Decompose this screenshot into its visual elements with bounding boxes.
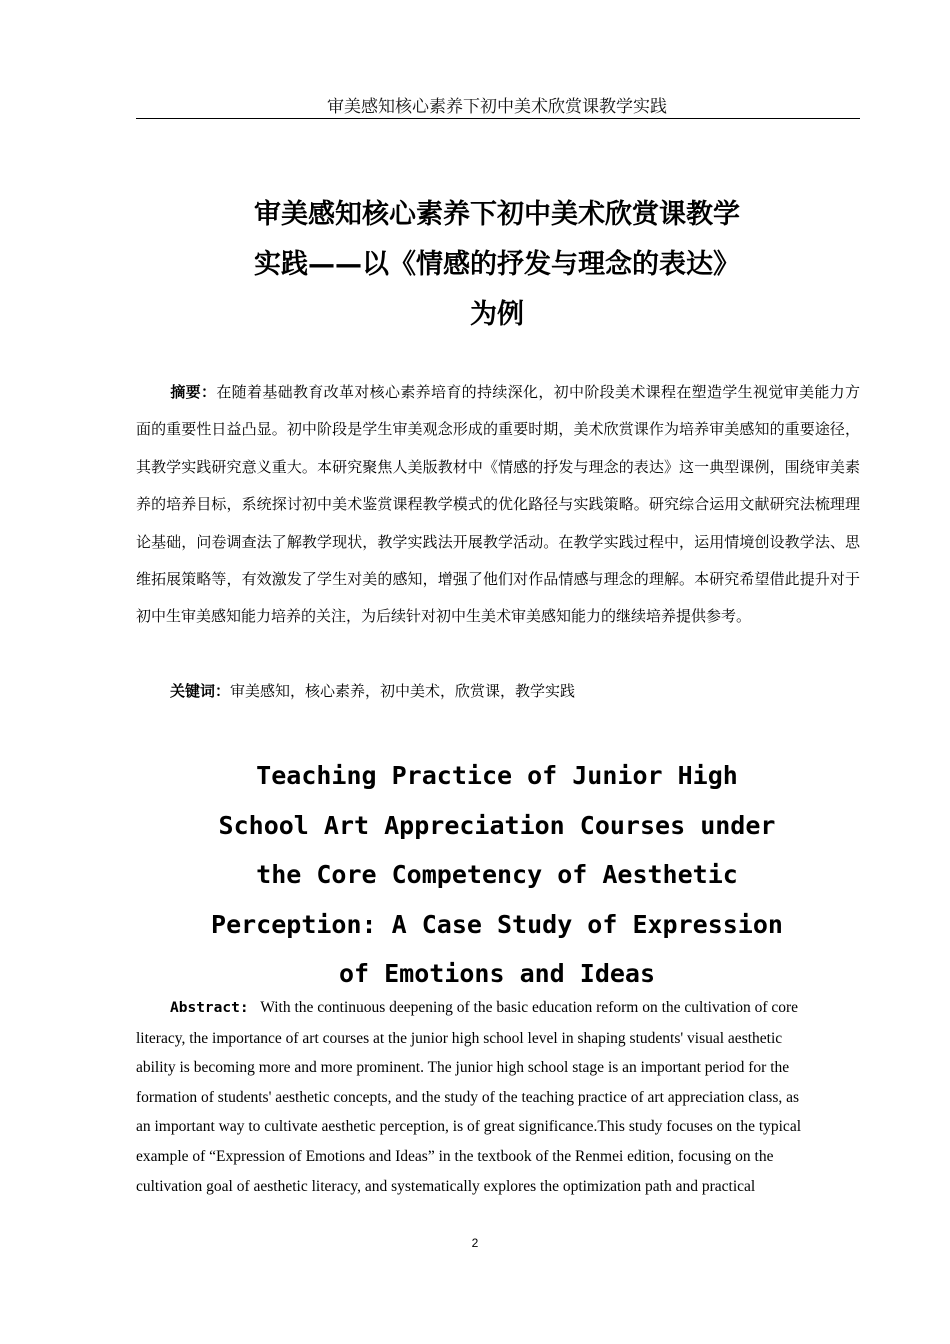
english-abstract-line: formation of students' aesthetic concepts, and the study of the teaching practice of art appreciation class, as <box>136 1088 800 1106</box>
running-header: 审美感知核心素养下初中美术欣赏课教学实践 <box>327 97 667 117</box>
english-abstract-line: literacy, the importance of art courses at the junior high school level in shaping students' visual aesthetic <box>136 1029 783 1047</box>
chinese-keywords <box>170 680 860 702</box>
chinese-abstract <box>136 374 860 636</box>
english-abstract-text: With the continuous deepening of the basic education reform on the cultivation of core <box>260 999 799 1016</box>
chinese-abstract-label: 摘要： <box>170 383 217 401</box>
chinese-title-line: 为例 <box>470 299 524 330</box>
chinese-title-line: 审美感知核心素养下初中美术欣赏课教学 <box>254 199 740 230</box>
page-number: 2 <box>471 1236 479 1250</box>
english-title-line: Perception: A Case Study of Expression <box>211 909 783 939</box>
chinese-keywords-text: 审美感知，核心素养，初中美术，欣赏课，教学实践 <box>230 682 576 700</box>
english-title-line: the Core Competency of Aesthetic <box>256 860 738 890</box>
chinese-title-line: 实践——以《情感的抒发与理念的表达》 <box>254 249 740 280</box>
chinese-title <box>136 190 858 340</box>
english-abstract-line: example of “Expression of Emotions and Ideas” in the textbook of the Renmei edition, focusing on the <box>136 1147 774 1165</box>
english-title <box>136 751 858 999</box>
english-abstract <box>136 993 860 1201</box>
header-rule <box>136 118 860 119</box>
english-abstract-line: an important way to cultivate aesthetic perception, is of great significance.This study focuses on the typical <box>136 1118 802 1136</box>
english-title-line: School Art Appreciation Courses under <box>218 810 776 840</box>
chinese-abstract-text: 在随着基础教育改革对核心素养培育的持续深化，初中阶段美术课程在塑造学生视觉审美能力方面的重要性日益凸显。初中阶段是学生审美观念形成的重要时期，美术欣赏课作为培养审美感知的重要途径，其教学实践研究意义重大。本研究聚焦人美版教材中《情感的抒发与理念的表达》这一典型课例，围绕审美素养的培养目标，系统探讨初中美术鉴赏课程教学模式的优化路径与实践策略。研究综合运用文献研究法梳理理论基础，问卷调查法了解教学现状，教学实践法开展教学活动。在教学实践过程中，运用情境创设教学法、思维拓展策略等，有效激发了学生对美的感知，增强了他们对作品情感与理念的理解。本研究希望借此提升对于初中生审美感知能力培养的关注，为后续针对初中生美术审美感知能力的继续培养提供参考。 <box>136 383 860 626</box>
english-abstract-line <box>136 993 860 1024</box>
chinese-keywords-label: 关键词： <box>170 682 231 700</box>
english-abstract-line: cultivation goal of aesthetic literacy, and systematically explores the optimization path and practical <box>136 1177 756 1195</box>
english-title-line: Teaching Practice of Junior High <box>256 761 738 790</box>
english-title-line: of Emotions and Ideas <box>338 959 656 989</box>
english-abstract-line: ability is becoming more and more prominent. The junior high school stage is an important period for the <box>136 1059 790 1077</box>
english-abstract-label: Abstract: <box>170 1000 249 1016</box>
